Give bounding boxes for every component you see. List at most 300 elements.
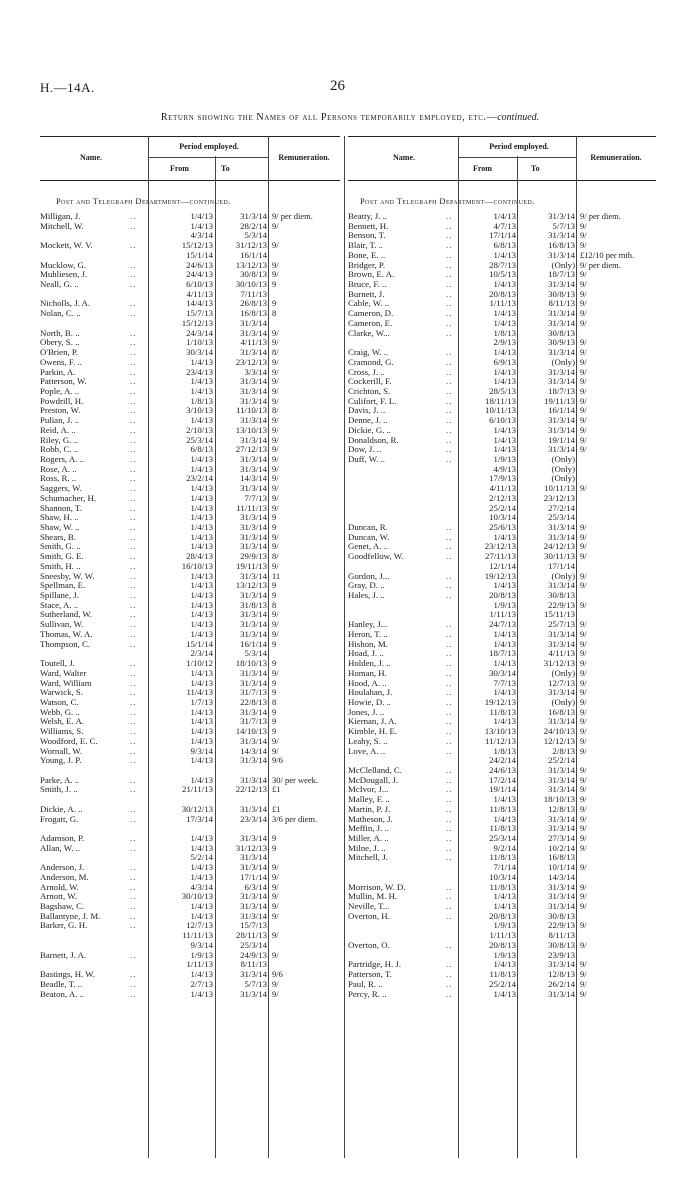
date-from: 1/4/13 bbox=[190, 667, 213, 678]
leader-dots: .. bbox=[130, 969, 137, 980]
person-name: Owens, F. .. bbox=[40, 357, 82, 367]
person-name: Kimble, H. E. bbox=[348, 727, 398, 737]
leader-dots: .. bbox=[130, 366, 137, 377]
date-to: 13/12/13 bbox=[235, 580, 267, 591]
person-name: Spellman, E. bbox=[40, 581, 86, 591]
leader-dots: .. bbox=[446, 852, 453, 863]
to-header: To bbox=[531, 164, 540, 173]
remuneration: 9/ bbox=[580, 444, 587, 455]
date-from: 1/4/13 bbox=[493, 211, 516, 221]
right-column bbox=[348, 212, 658, 999]
leader-dots: .. bbox=[130, 774, 137, 785]
leader-dots: .. bbox=[446, 881, 453, 892]
leader-dots: .. bbox=[130, 415, 137, 426]
remuneration: 9/ bbox=[580, 288, 587, 299]
person-name: Toutell, J. bbox=[40, 659, 75, 669]
person-name: Rose, A. .. bbox=[40, 464, 77, 474]
date-to: 23/12/13 bbox=[543, 492, 575, 503]
person-name: Duff, W. .. bbox=[348, 454, 385, 464]
period-divider bbox=[148, 157, 268, 158]
leader-dots: .. bbox=[446, 522, 453, 532]
remuneration: 9/ bbox=[580, 240, 587, 251]
date-to: 14/3/14 bbox=[548, 871, 575, 882]
remuneration: 9/ bbox=[580, 220, 587, 231]
date-from: 28/5/13 bbox=[489, 385, 516, 396]
date-from: 23/2/14 bbox=[186, 473, 213, 484]
date-to: 31/3/14 bbox=[548, 308, 575, 319]
remuneration: 9 bbox=[272, 687, 277, 698]
person-name: Hoad, J. .. bbox=[348, 649, 384, 659]
leader-dots: .. bbox=[130, 522, 137, 532]
date-from: 1/4/13 bbox=[190, 599, 213, 610]
person-name: McClelland, C. bbox=[348, 765, 402, 775]
date-from: 2/10/13 bbox=[186, 424, 213, 435]
date-to: 31/3/14 bbox=[240, 803, 267, 814]
leader-dots: .. bbox=[130, 638, 137, 649]
date-to: (Only) bbox=[551, 696, 575, 707]
leader-dots: .. bbox=[446, 706, 453, 717]
remuneration: 9/ bbox=[580, 658, 587, 669]
date-from: 1/9/13 bbox=[493, 920, 516, 931]
leader-dots: .. bbox=[130, 337, 137, 348]
date-to: 6/3/14 bbox=[244, 881, 267, 892]
remuneration: 9 bbox=[272, 298, 277, 309]
person-name: Reid, A. .. bbox=[40, 425, 76, 435]
person-name: Dickie, G. .. bbox=[348, 425, 391, 435]
date-to: 18/7/13 bbox=[548, 269, 575, 280]
leader-dots: .. bbox=[130, 269, 137, 280]
date-to: 31/3/14 bbox=[548, 249, 575, 260]
person-name: Heron, T. .. bbox=[348, 629, 388, 639]
date-to: 13/12/13 bbox=[235, 259, 267, 270]
date-to: 4/11/13 bbox=[548, 648, 575, 659]
date-to: 16/8/13 bbox=[548, 706, 575, 717]
date-from: 25/2/14 bbox=[489, 978, 516, 989]
leader-dots: .. bbox=[446, 327, 453, 338]
person-name: Neall, G. .. bbox=[40, 280, 79, 290]
leader-dots: .. bbox=[446, 784, 453, 795]
person-name: Nicholls, J. A. bbox=[40, 299, 91, 309]
leader-dots: .. bbox=[130, 492, 137, 503]
date-from: 11/8/13 bbox=[489, 969, 516, 980]
person-name: Riley, G. .. bbox=[40, 435, 79, 445]
date-to: 10/2/14 bbox=[548, 842, 575, 853]
person-name: Bridger, P. bbox=[348, 260, 386, 270]
from-header: From bbox=[473, 164, 492, 173]
date-from: 1/8/13 bbox=[493, 745, 516, 756]
date-to: 31/3/14 bbox=[548, 376, 575, 387]
date-to: 22/12/13 bbox=[235, 784, 267, 795]
date-from: 1/4/13 bbox=[493, 376, 516, 387]
person-name: Parkin, A. bbox=[40, 367, 76, 377]
person-name: Robb, C. .. bbox=[40, 445, 79, 455]
date-from: 9/2/14 bbox=[493, 842, 516, 853]
person-name: Stace, A. .. bbox=[40, 600, 79, 610]
date-from: 10/3/14 bbox=[489, 871, 516, 882]
person-name: Muhliesen, J. bbox=[40, 270, 88, 280]
person-name: Spillane, J. bbox=[40, 591, 79, 601]
date-from: 17/1/14 bbox=[489, 230, 516, 241]
date-from: 1/4/13 bbox=[493, 308, 516, 319]
date-to: 18/10/13 bbox=[235, 658, 267, 669]
remuneration: 9/ bbox=[580, 638, 587, 649]
date-from: 1/4/13 bbox=[493, 434, 516, 445]
person-name: Brown, E. A. bbox=[348, 270, 395, 280]
person-name: Partridge, H. J. bbox=[348, 960, 402, 970]
date-to: 31/3/14 bbox=[548, 317, 575, 328]
date-to: 22/8/13 bbox=[240, 696, 267, 707]
date-from: 1/4/13 bbox=[190, 842, 213, 853]
date-to: 31/3/14 bbox=[548, 347, 575, 358]
date-to: 14/10/13 bbox=[235, 726, 267, 737]
date-to: 31/3/14 bbox=[548, 366, 575, 377]
person-name: Preston, W. bbox=[40, 406, 81, 416]
date-to: 31/3/14 bbox=[240, 609, 267, 620]
person-name: Cameron, D. bbox=[348, 309, 394, 319]
person-name: Blair, T. .. bbox=[348, 241, 383, 251]
leader-dots: .. bbox=[130, 833, 137, 843]
date-from: 15/12/13 bbox=[181, 240, 213, 251]
leader-dots: .. bbox=[130, 327, 137, 338]
person-name: Davis, J. .. bbox=[348, 406, 386, 416]
remuneration: 9/ bbox=[272, 910, 279, 921]
date-to: 31/3/14 bbox=[240, 463, 267, 474]
date-to: 31/3/14 bbox=[240, 483, 267, 494]
remuneration: 9/ bbox=[580, 366, 587, 377]
person-name: Cramond, G. bbox=[348, 357, 394, 367]
person-name: Williams, S. bbox=[40, 727, 84, 737]
remuneration: 9/ bbox=[580, 531, 587, 542]
person-name: Holden, J. .. bbox=[348, 659, 391, 669]
date-to: (Only) bbox=[551, 570, 575, 581]
date-to: 11/11/13 bbox=[236, 502, 267, 513]
remuneration: 9/ bbox=[272, 473, 279, 484]
remuneration: 9/ bbox=[580, 881, 587, 892]
remuneration: 9/ bbox=[580, 522, 587, 532]
date-from: 2/12/13 bbox=[489, 492, 516, 503]
date-to: 31/3/14 bbox=[548, 774, 575, 785]
page-number: 26 bbox=[330, 78, 345, 94]
date-to: 12/7/13 bbox=[548, 677, 575, 688]
remuneration: 9/ bbox=[580, 570, 587, 581]
date-to: 30/8/13 bbox=[548, 910, 575, 921]
date-from: 16/10/13 bbox=[181, 560, 213, 571]
date-from: 6/10/13 bbox=[489, 415, 516, 426]
leader-dots: .. bbox=[446, 745, 453, 756]
date-from: 1/4/13 bbox=[190, 541, 213, 552]
leader-dots: .. bbox=[446, 658, 453, 669]
remuneration: 9/ bbox=[272, 453, 279, 464]
leader-dots: .. bbox=[130, 240, 137, 251]
leader-dots: .. bbox=[446, 619, 453, 630]
remuneration: 9/ bbox=[580, 774, 587, 785]
leader-dots: .. bbox=[130, 308, 137, 319]
leader-dots: .. bbox=[130, 483, 137, 494]
leader-dots: .. bbox=[446, 395, 453, 406]
date-to: 31/3/14 bbox=[240, 347, 267, 358]
date-from: 20/8/13 bbox=[489, 939, 516, 950]
remuneration: 9/ bbox=[272, 667, 279, 678]
remuneration: 8/ bbox=[272, 551, 279, 562]
person-name: Howie, D. .. bbox=[348, 697, 392, 707]
person-name: Anderson, M. bbox=[40, 872, 89, 882]
date-to: 30/9/13 bbox=[548, 337, 575, 348]
remuneration: 9/ bbox=[272, 463, 279, 474]
leader-dots: .. bbox=[446, 978, 453, 989]
table-row bbox=[40, 815, 342, 825]
leader-dots: .. bbox=[130, 376, 137, 387]
remuneration: 9/ bbox=[580, 813, 587, 824]
remuneration: 9 bbox=[272, 638, 277, 649]
remuneration: 9/ bbox=[580, 434, 587, 445]
date-to: 31/3/14 bbox=[240, 969, 267, 980]
date-to: 25/7/13 bbox=[548, 619, 575, 630]
date-from: 11/8/13 bbox=[489, 803, 516, 814]
leader-dots: .. bbox=[446, 590, 453, 601]
person-name: Smith, G. .. bbox=[40, 542, 81, 552]
date-from: 25/6/13 bbox=[489, 522, 516, 532]
remuneration: 8 bbox=[272, 308, 277, 319]
leader-dots: .. bbox=[130, 570, 137, 581]
leader-dots: .. bbox=[130, 978, 137, 989]
date-to: 5/3/14 bbox=[244, 648, 267, 659]
date-from: 1/4/13 bbox=[493, 638, 516, 649]
remuneration: 9/ bbox=[580, 395, 587, 406]
date-from: 11/4/13 bbox=[186, 687, 213, 698]
remuneration: 9/ bbox=[272, 492, 279, 503]
date-from: 2/7/13 bbox=[190, 978, 213, 989]
remuneration: 9/6 bbox=[272, 969, 283, 980]
person-name: Mitchell, W. bbox=[40, 221, 84, 231]
date-to: 31/3/14 bbox=[240, 317, 267, 328]
person-name: Hishon, M. bbox=[348, 639, 388, 649]
date-from: 12/7/13 bbox=[186, 920, 213, 931]
date-from: 1/8/13 bbox=[190, 395, 213, 406]
remuneration: 8/ bbox=[272, 347, 279, 358]
date-from: 1/4/13 bbox=[190, 871, 213, 882]
date-from: 1/4/13 bbox=[190, 609, 213, 620]
leader-dots: .. bbox=[446, 803, 453, 814]
leader-dots: .. bbox=[130, 871, 137, 882]
date-to: 31/3/14 bbox=[240, 395, 267, 406]
leader-dots: .. bbox=[130, 658, 137, 669]
leader-dots: .. bbox=[130, 395, 137, 406]
remuneration: 9/ bbox=[580, 308, 587, 319]
date-to: (Only) bbox=[551, 473, 575, 484]
date-to: 31/3/14 bbox=[548, 891, 575, 902]
person-name: Meffin, J. .. bbox=[348, 824, 389, 834]
person-name: Goodfellow, W. bbox=[348, 552, 404, 562]
date-from: 1/11/13 bbox=[186, 959, 213, 970]
remuneration: 9/ bbox=[272, 327, 279, 338]
date-from: 15/12/13 bbox=[181, 317, 213, 328]
date-to: (Only) bbox=[551, 667, 575, 678]
leader-dots: .. bbox=[446, 279, 453, 290]
person-name: Powdrill, H. bbox=[40, 396, 84, 406]
person-name: Cross, J. .. bbox=[348, 367, 385, 377]
remuneration: 9/ bbox=[272, 745, 279, 756]
person-name: Welsh, E. A. bbox=[40, 717, 85, 727]
person-name: Pulian, J. .. bbox=[40, 416, 80, 426]
date-from: 6/10/13 bbox=[186, 279, 213, 290]
date-to: 31/3/14 bbox=[548, 959, 575, 970]
leader-dots: .. bbox=[130, 726, 137, 737]
date-to: 31/3/14 bbox=[548, 764, 575, 775]
leader-dots: .. bbox=[446, 696, 453, 707]
remuneration: 9/ bbox=[272, 415, 279, 426]
date-to: 31/3/14 bbox=[548, 531, 575, 542]
remuneration-header: Remuneration. bbox=[590, 153, 642, 162]
date-from: 17/2/14 bbox=[489, 774, 516, 785]
remuneration: 9/ bbox=[272, 881, 279, 892]
table-row bbox=[348, 990, 658, 1000]
remuneration: 3/6 per diem. bbox=[272, 813, 318, 824]
date-from: 1/4/13 bbox=[493, 988, 516, 999]
leader-dots: .. bbox=[130, 434, 137, 445]
person-name: Bruce, F. .. bbox=[348, 280, 387, 290]
date-to: 26/2/14 bbox=[548, 978, 575, 989]
date-from: 1/4/13 bbox=[493, 794, 516, 805]
person-name: Culifort, F. L. bbox=[348, 396, 397, 406]
leader-dots: .. bbox=[130, 444, 137, 455]
leader-dots: .. bbox=[446, 366, 453, 377]
date-from: 7/1/14 bbox=[493, 862, 516, 873]
date-to: 10/11/13 bbox=[544, 483, 575, 494]
person-name: Shaw, W. .. bbox=[40, 523, 80, 532]
leader-dots: .. bbox=[130, 910, 137, 921]
date-from: 1/4/13 bbox=[493, 891, 516, 902]
date-from: 11/8/13 bbox=[489, 706, 516, 717]
leader-dots: .. bbox=[446, 570, 453, 581]
date-from: 1/4/13 bbox=[190, 580, 213, 591]
person-name: Beaton, A. .. bbox=[40, 989, 84, 999]
person-name: Patterson, T. bbox=[348, 970, 392, 980]
table-row bbox=[40, 785, 342, 795]
remuneration: 9/ bbox=[580, 551, 587, 562]
date-to: (Only) bbox=[551, 356, 575, 367]
date-from: 24/6/13 bbox=[489, 764, 516, 775]
remuneration: 30/ per week. bbox=[272, 774, 319, 785]
person-name: Smith, J. .. bbox=[40, 785, 78, 795]
remuneration: 9/ bbox=[580, 677, 587, 688]
remuneration: 9/ bbox=[580, 833, 587, 843]
person-name: Anderson, J. bbox=[40, 863, 85, 873]
remuneration: 9/ bbox=[580, 580, 587, 591]
date-to: 24/9/13 bbox=[240, 949, 267, 960]
leader-dots: .. bbox=[446, 667, 453, 678]
return-title bbox=[0, 112, 700, 123]
date-from: 1/4/13 bbox=[190, 570, 213, 581]
date-to: 31/3/14 bbox=[240, 211, 267, 221]
date-to: 30/8/13 bbox=[548, 939, 575, 950]
date-from: 1/4/13 bbox=[190, 512, 213, 523]
date-to: 31/3/14 bbox=[548, 522, 575, 532]
remuneration: 9 bbox=[272, 726, 277, 737]
remuneration: 9 bbox=[272, 677, 277, 688]
remuneration: 9/ bbox=[580, 978, 587, 989]
leader-dots: .. bbox=[446, 415, 453, 426]
leader-dots: .. bbox=[446, 531, 453, 542]
date-from: 1/4/13 bbox=[190, 492, 213, 503]
date-from: 1/4/13 bbox=[493, 716, 516, 727]
date-from: 24/4/13 bbox=[186, 269, 213, 280]
person-name: Jones, J. .. bbox=[348, 707, 385, 717]
remuneration: 9/ bbox=[580, 415, 587, 426]
person-name: Beatty, J. .. bbox=[348, 212, 388, 221]
leader-dots: .. bbox=[446, 813, 453, 824]
leader-dots: .. bbox=[446, 385, 453, 396]
person-name: Smith, H. .. bbox=[40, 561, 81, 571]
remuneration: 9 bbox=[272, 833, 277, 843]
date-to: 31/3/14 bbox=[240, 590, 267, 601]
date-from: 25/2/14 bbox=[489, 502, 516, 513]
date-to: 16/8/13 bbox=[240, 308, 267, 319]
date-from: 1/9/13 bbox=[493, 599, 516, 610]
remuneration: 9/ bbox=[272, 395, 279, 406]
remuneration: 9/ bbox=[580, 648, 587, 659]
date-from: 6/8/13 bbox=[493, 240, 516, 251]
person-name: Bastings, H. W. bbox=[40, 970, 95, 980]
remuneration: 9/ bbox=[580, 424, 587, 435]
date-from: 25/3/14 bbox=[186, 434, 213, 445]
remuneration: 9/ bbox=[272, 483, 279, 494]
person-name: Matheson, J. bbox=[348, 814, 393, 824]
date-from: 17/9/13 bbox=[489, 473, 516, 484]
date-to: 30/8/13 bbox=[548, 327, 575, 338]
date-to: 13/10/13 bbox=[235, 424, 267, 435]
date-from: 7/7/13 bbox=[493, 677, 516, 688]
person-name: Gordon, J... bbox=[348, 571, 390, 581]
date-to: 25/3/14 bbox=[548, 512, 575, 523]
remuneration: £1 bbox=[272, 803, 281, 814]
leader-dots: .. bbox=[130, 541, 137, 552]
date-to: 31/3/14 bbox=[240, 570, 267, 581]
remuneration: 9/ bbox=[580, 959, 587, 970]
date-to: 31/3/14 bbox=[240, 910, 267, 921]
person-name: Ballantyne, J. M. bbox=[40, 911, 101, 921]
date-from: 1/4/13 bbox=[493, 317, 516, 328]
remuneration: 9 bbox=[272, 658, 277, 669]
date-from: 9/3/14 bbox=[190, 745, 213, 756]
date-from: 1/4/13 bbox=[190, 220, 213, 231]
date-to: 16/1/14 bbox=[240, 249, 267, 260]
date-from: 4/11/13 bbox=[489, 483, 516, 494]
date-from: 1/4/13 bbox=[493, 658, 516, 669]
leader-dots: .. bbox=[130, 473, 137, 484]
name-header: Name. bbox=[80, 153, 102, 162]
date-to: 23/9/13 bbox=[548, 949, 575, 960]
date-to: 27/12/13 bbox=[235, 444, 267, 455]
leader-dots: .. bbox=[446, 687, 453, 698]
remuneration: 9/ bbox=[580, 483, 587, 494]
date-to: 25/3/14 bbox=[240, 939, 267, 950]
date-from: 1/4/13 bbox=[493, 249, 516, 260]
date-from: 1/4/13 bbox=[190, 901, 213, 912]
person-name: Ward, Walter bbox=[40, 668, 87, 678]
remuneration: 9/ bbox=[580, 337, 587, 348]
date-to: 26/8/13 bbox=[240, 298, 267, 309]
date-from: 1/4/13 bbox=[190, 531, 213, 542]
person-name: Genet, A. .. bbox=[348, 542, 389, 552]
leader-dots: .. bbox=[446, 726, 453, 737]
leader-dots: .. bbox=[446, 220, 453, 231]
date-from: 1/4/13 bbox=[190, 483, 213, 494]
remuneration: 9/ bbox=[580, 628, 587, 639]
date-to: 31/3/14 bbox=[548, 230, 575, 241]
remuneration: 9/ bbox=[272, 259, 279, 270]
remuneration: 9/ bbox=[580, 939, 587, 950]
person-name: Percy, R. .. bbox=[348, 989, 387, 999]
